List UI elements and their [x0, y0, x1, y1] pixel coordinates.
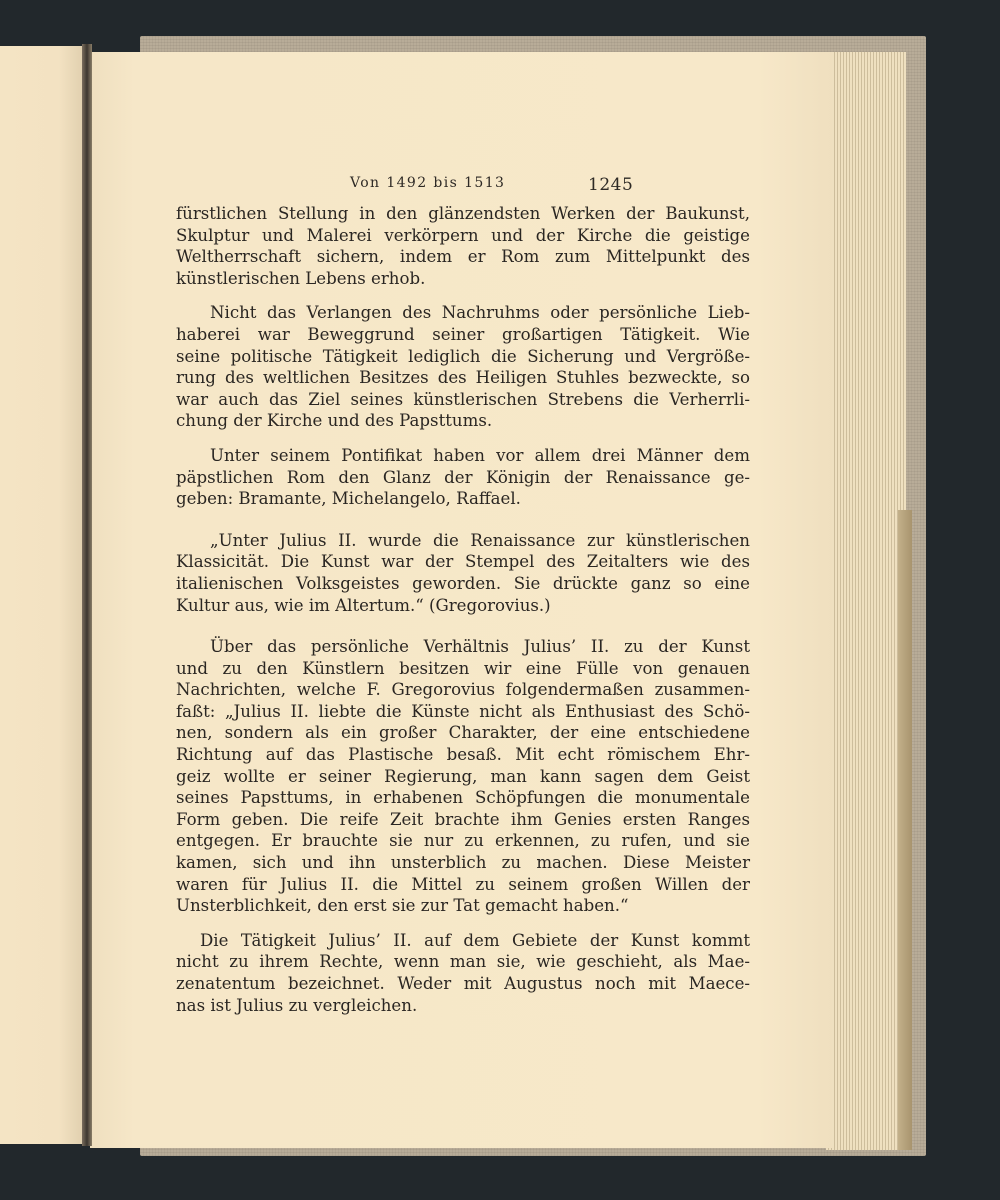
body-text	[176, 203, 750, 1029]
text-line: war auch das Ziel seines künstlerischen Strebens die Verherrli-	[176, 389, 750, 409]
book-gutter	[82, 44, 92, 1146]
text-line: Form geben. Die reife Zeit brachte ihm Genies ersten Ranges	[176, 809, 750, 829]
text-line: nicht zu ihrem Rechte, wenn man sie, wie geschieht, als Mae-	[176, 952, 750, 972]
text-line: Die Tätigkeit Julius’ II. auf dem Gebiete der Kunst kommt	[200, 930, 750, 950]
text-line: fürstlichen Stellung in den glänzendsten Werken der Baukunst,	[176, 204, 750, 223]
text-line: Klassicität. Die Kunst war der Stempel des Zeitalters wie des	[176, 552, 750, 572]
page-block-edges	[826, 52, 906, 1150]
text-line: seines Papsttums, in erhabenen Schöpfungen die monumentale	[176, 788, 750, 808]
text-line: Weltherrschaft sichern, indem er Rom zum Mittelpunkt des	[176, 247, 750, 267]
text-line: Über das persönliche Verhältnis Julius’ II. zu der Kunst	[210, 637, 750, 657]
paragraph	[176, 445, 750, 510]
paragraph	[176, 203, 750, 289]
text-line: Kultur aus, wie im Altertum.“ (Gregorovius.)	[176, 595, 551, 615]
paragraph	[176, 636, 750, 917]
text-line: nas ist Julius zu vergleichen.	[176, 995, 418, 1015]
text-line: waren für Julius II. die Mittel zu seinem großen Willen der	[176, 874, 750, 894]
text-line: Nachrichten, welche F. Gregorovius folgendermaßen zusammen-	[176, 680, 750, 700]
text-line: und zu den Künstlern besitzen wir eine Fülle von genauen	[176, 658, 750, 678]
text-line: kamen, sich und ihn unsterblich zu machen. Diese Meister	[176, 853, 750, 873]
text-line: „Unter Julius II. wurde die Renaissance zur künstlerischen	[210, 530, 750, 550]
paragraph	[176, 930, 750, 1016]
text-line: entgegen. Er brauchte sie nur zu erkennen, zu rufen, und sie	[176, 831, 750, 851]
left-page	[0, 46, 84, 1144]
text-line: Skulptur und Malerei verkörpern und der Kirche die geistige	[176, 225, 750, 245]
text-line: künstlerischen Lebens erhob.	[176, 268, 426, 288]
text-line: haberei war Beweggrund seiner großartigen Tätigkeit. Wie	[176, 324, 750, 344]
text-line: Richtung auf das Plastische besaß. Mit echt römischem Ehr-	[176, 745, 750, 765]
text-line: seine politische Tätigkeit lediglich die Sicherung und Vergröße-	[176, 346, 750, 366]
page-number: 1245	[588, 175, 634, 195]
text-line: geiz wollte er seiner Regierung, man kann sagen dem Geist	[176, 766, 750, 786]
text-line: geben: Bramante, Michelangelo, Raffael.	[176, 489, 521, 509]
paragraph	[176, 302, 750, 432]
text-line: chung der Kirche und des Papsttums.	[176, 411, 493, 431]
text-line: nen, sondern als ein großer Charakter, der eine entschiedene	[176, 723, 750, 743]
book-page	[90, 52, 832, 1148]
text-line: päpstlichen Rom den Glanz der Königin der Renaissance ge-	[176, 467, 750, 487]
text-line: Unsterblichkeit, den erst sie zur Tat gemacht haben.“	[176, 896, 629, 916]
running-title: Von 1492 bis 1513	[350, 175, 506, 191]
text-line: italienischen Volksgeistes geworden. Sie drückte ganz so eine	[176, 573, 750, 593]
text-line: Unter seinem Pontifikat haben vor allem drei Männer dem	[210, 445, 750, 465]
text-line: rung des weltlichen Besitzes des Heiligen Stuhles bezweckte, so	[176, 368, 750, 388]
text-line: zenatentum bezeichnet. Weder mit Augustus noch mit Maece-	[176, 974, 750, 993]
text-line: Nicht das Verlangen des Nachruhms oder persönliche Lieb-	[210, 303, 750, 323]
page-edge-shadow	[898, 510, 912, 1150]
quotation	[176, 530, 750, 616]
text-line: faßt: „Julius II. liebte die Künste nicht als Enthusiast des Schö-	[176, 701, 750, 721]
